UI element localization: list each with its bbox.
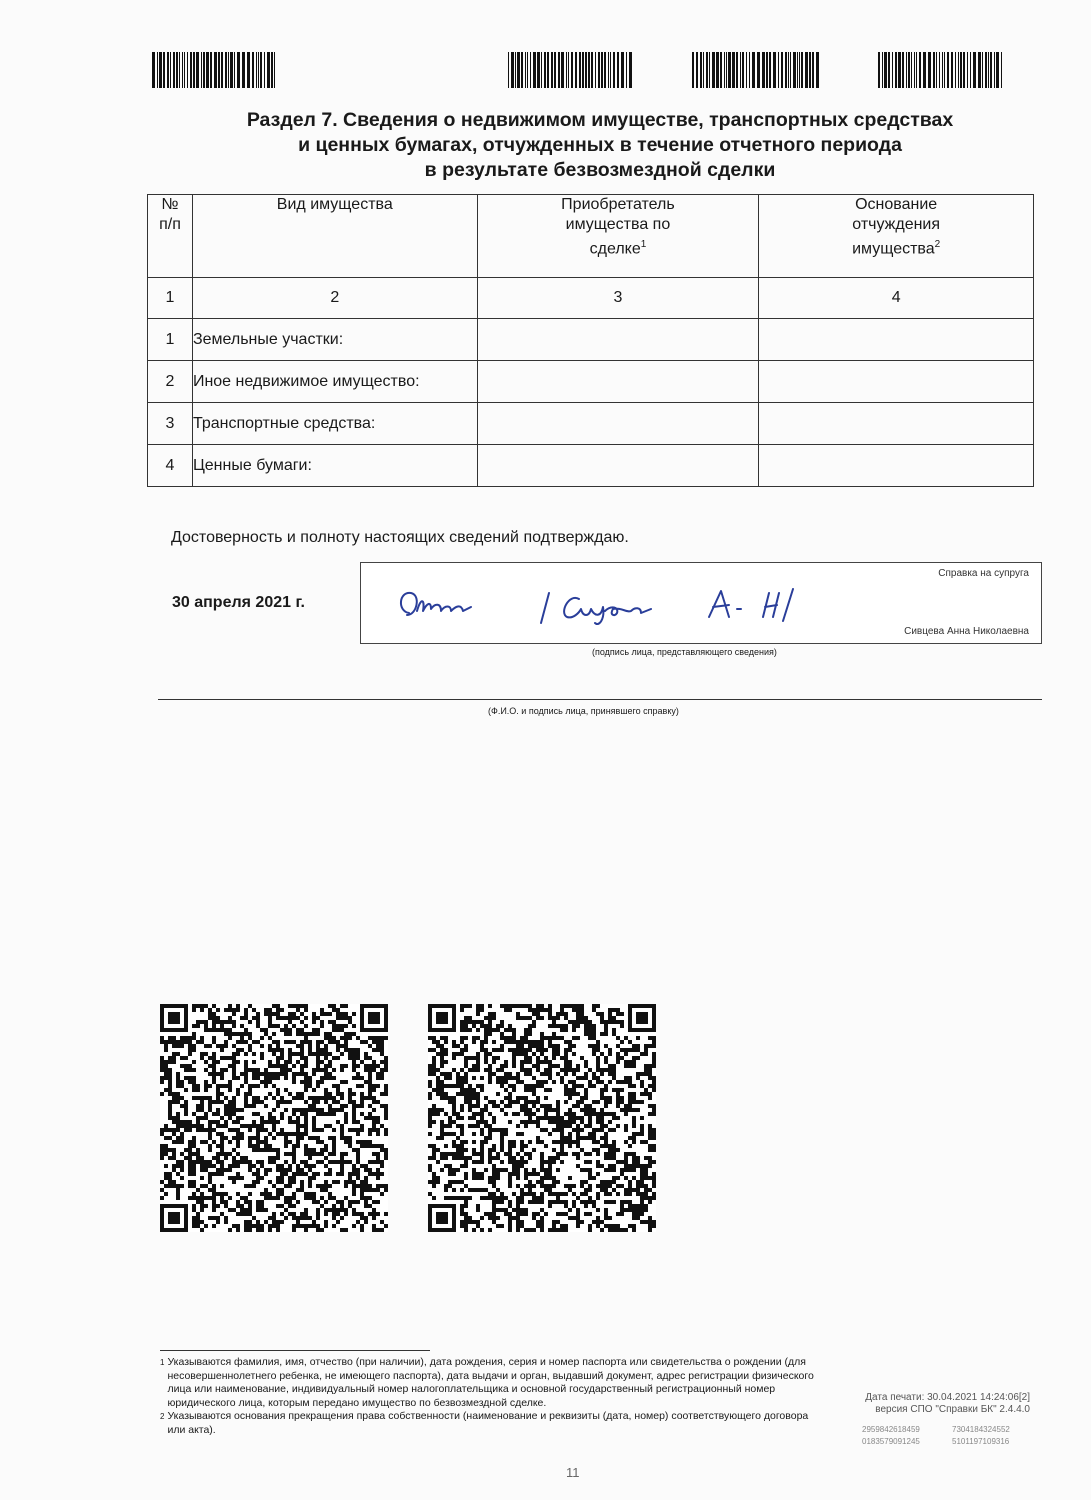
- row-basis: [759, 319, 1034, 361]
- signer-caption: (подпись лица, представляющего сведения): [592, 647, 777, 657]
- header-acquirer: Приобретатель имущества по сделке$^1$: [477, 195, 759, 278]
- row-acquirer: [477, 403, 759, 445]
- document-code: 7304184324552: [952, 1425, 1010, 1434]
- header-number: № п/п: [148, 195, 193, 278]
- row-basis: [759, 361, 1034, 403]
- print-date: Дата печати: 30.04.2021 14:24:06[2]: [865, 1392, 1030, 1403]
- signer-full-name: Сивцева Анна Николаевна: [904, 626, 1029, 637]
- receiver-signature-line: [158, 699, 1042, 700]
- property-table: [147, 194, 1034, 487]
- row-label: Транспортные средства:: [192, 403, 477, 445]
- row-acquirer: [477, 445, 759, 487]
- title-line-2: и ценных бумагах, отчужденных в течение отчетного периода: [298, 134, 902, 156]
- spouse-note: Справка на супруга: [938, 568, 1029, 579]
- footnote-ref-2: 2: [934, 239, 941, 250]
- signature-box: [360, 562, 1042, 644]
- row-label: Иное недвижимое имущество:: [192, 361, 477, 403]
- header-property-type: Вид имущества: [192, 195, 477, 278]
- document-codes: [862, 1424, 1032, 1448]
- table-row: [148, 319, 1034, 361]
- software-version: версия СПО "Справки БК" 2.4.4.0: [875, 1404, 1030, 1415]
- row-label: Ценные бумаги:: [192, 445, 477, 487]
- barcode-4: [878, 52, 1008, 88]
- footnote-ref-1: 1: [640, 239, 647, 250]
- column-number: 4: [759, 278, 1034, 319]
- receiver-caption: (Ф.И.О. и подпись лица, принявшего справку): [488, 706, 679, 716]
- document-code: 0183579091245: [862, 1437, 920, 1446]
- page-number: 11: [566, 1465, 580, 1480]
- table-header-row: [148, 195, 1034, 278]
- qr-code-2: [428, 1004, 656, 1232]
- document-code: 5101197109316: [952, 1437, 1010, 1446]
- section-title: [150, 108, 1050, 183]
- title-line-1: Раздел 7. Сведения о недвижимом имуществе, транспортных средствах: [246, 109, 954, 131]
- column-number: 1: [148, 278, 193, 319]
- column-number: 3: [477, 278, 759, 319]
- row-number: 3: [148, 403, 193, 445]
- row-number: 2: [148, 361, 193, 403]
- row-number: 1: [148, 319, 193, 361]
- footnote-1: 1 Указываются фамилия, имя, отчество (при наличии), дата рождения, серия и номер паспорта или свидетельства о рождении (для несовершеннолетнего ребенка, не имеющего паспорта), дата выдачи и орган, выдавший документ, адрес регистрации физического лица или наименование, индивидуальный номер налогоплательщика и основной государственный регистрационный номер юридического лица, которым передано имущество по безвозмездной сделке.: [160, 1356, 814, 1409]
- row-basis: [759, 445, 1034, 487]
- qr-code-1: [160, 1004, 388, 1232]
- signing-date: 30 апреля 2021 г.: [172, 594, 305, 611]
- barcode-2: [508, 52, 636, 88]
- column-number: 2: [192, 278, 477, 319]
- table-row: [148, 445, 1034, 487]
- confirmation-text: Достоверность и полноту настоящих сведений подтверждаю.: [171, 529, 629, 546]
- table-row: [148, 361, 1034, 403]
- row-acquirer: [477, 319, 759, 361]
- document-code: 2959842618459: [862, 1425, 920, 1434]
- row-acquirer: [477, 361, 759, 403]
- barcode-3: [692, 52, 824, 88]
- barcode-1: [152, 52, 280, 88]
- table-row: [148, 403, 1034, 445]
- handwritten-signature: [391, 577, 911, 629]
- header-basis: Основание отчуждения имущества$^2$: [759, 195, 1034, 278]
- title-line-3: в результате безвозмездной сделки: [424, 159, 776, 181]
- print-info: [845, 1392, 1030, 1416]
- column-number-row: [148, 278, 1034, 319]
- footnote-separator: [160, 1350, 430, 1351]
- footnotes: [160, 1356, 825, 1437]
- row-basis: [759, 403, 1034, 445]
- footnote-2: 2 Указываются основания прекращения права собственности (наименование и реквизиты (дата, номер) соответствующего договора или акта).: [160, 1410, 809, 1436]
- row-number: 4: [148, 445, 193, 487]
- row-label: Земельные участки:: [192, 319, 477, 361]
